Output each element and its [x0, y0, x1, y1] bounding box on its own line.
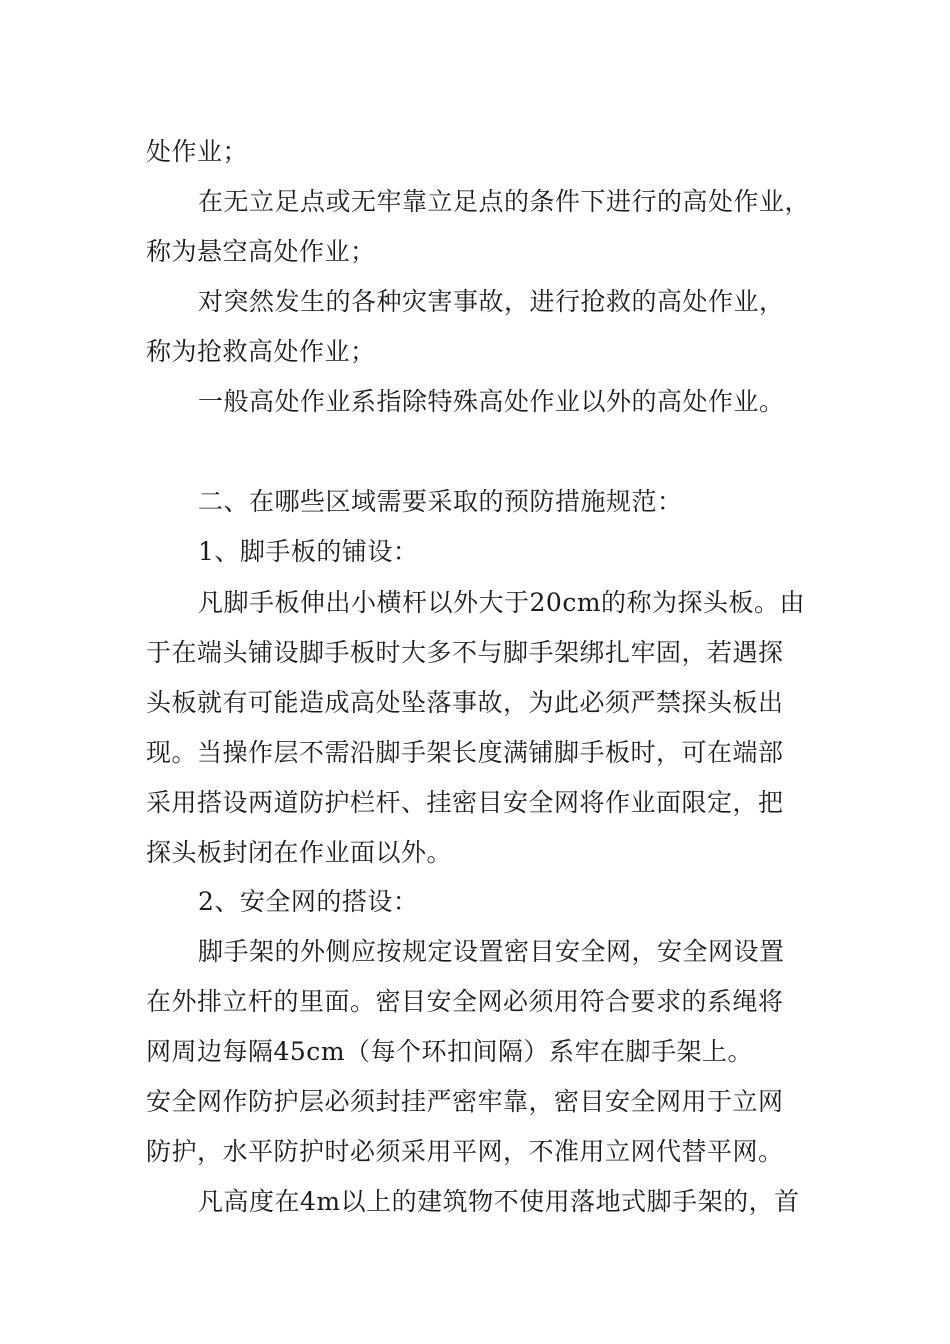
subsection-heading-2: 2、安全网的搭设： [198, 887, 419, 916]
section-heading: 二、在哪些区域需要采取的预防措施规范： [198, 487, 683, 516]
text-line-9: 凡脚手板伸出小横杆以外大于20cm的称为探头板。由 [198, 588, 806, 617]
text-line-18: 网周边每隔45cm（每个环扣间隔）系牢在脚手架上。 [146, 1037, 754, 1066]
subsection-heading-1: 1、脚手板的铺设： [198, 537, 419, 566]
text-line-14: 探头板封闭在作业面以外。 [146, 838, 453, 867]
text-line-16: 脚手架的外侧应按规定设置密目安全网，安全网设置 [198, 937, 785, 966]
text-line-6: 一般高处作业系指除特殊高处作业以外的高处作业。 [198, 387, 785, 416]
text-line-11: 头板就有可能造成高处坠落事故，为此必须严禁探头板出 [146, 688, 784, 717]
text-line-12: 现。当操作层不需沿脚手架长度满铺脚手板时，可在端部 [146, 738, 784, 767]
text-line-17: 在外排立杆的里面。密目安全网必须用符合要求的系绳将 [146, 987, 784, 1016]
text-line-19: 安全网作防护层必须封挂严密牢靠，密目安全网用于立网 [146, 1087, 784, 1116]
text-line-4: 对突然发生的各种灾害事故，进行抢救的高处作业， [198, 287, 785, 316]
text-line-10: 于在端头铺设脚手板时大多不与脚手架绑扎牢固，若遇探 [146, 638, 784, 667]
text-line-20: 防护，水平防护时必须采用平网，不准用立网代替平网。 [146, 1137, 784, 1166]
text-line-3: 称为悬空高处作业； [146, 237, 376, 266]
text-line-21: 凡高度在4m以上的建筑物不使用落地式脚手架的，首 [198, 1187, 800, 1216]
text-line-5: 称为抢救高处作业； [146, 337, 376, 366]
text-line-13: 采用搭设两道防护栏杆、挂密目安全网将作业面限定，把 [146, 788, 784, 817]
text-line-1: 处作业； [146, 137, 249, 166]
text-line-2: 在无立足点或无牢靠立足点的条件下进行的高处作业， [198, 187, 811, 216]
